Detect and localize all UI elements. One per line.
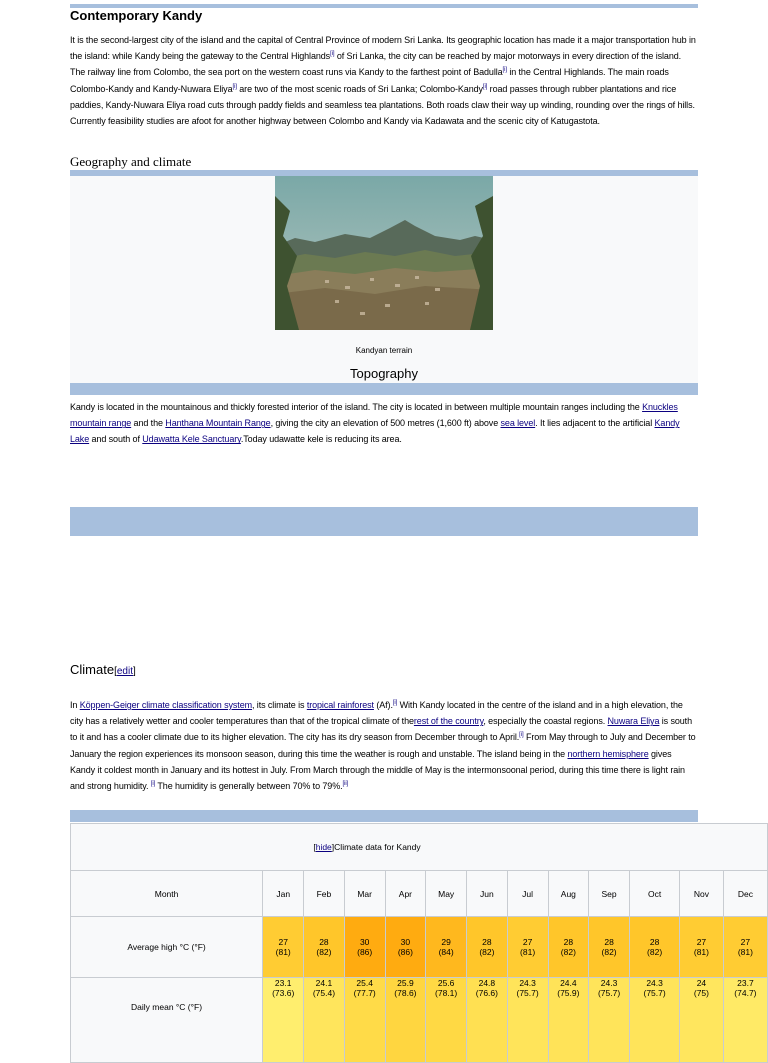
month-cell: Dec bbox=[723, 871, 767, 917]
month-cell: Jan bbox=[263, 871, 304, 917]
month-cell: Oct bbox=[630, 871, 680, 917]
climate-rule bbox=[70, 810, 698, 822]
inline-link[interactable]: Kandy Lake bbox=[70, 418, 680, 445]
avg-high-row bbox=[71, 917, 768, 978]
avg-high-cell: 30 (86) bbox=[385, 917, 425, 978]
citation-marker[interactable]: [i] bbox=[392, 700, 398, 706]
inline-link[interactable]: Udawatta Kele Sanctuary bbox=[142, 434, 241, 445]
daily-mean-cell: 24.3 (75.7) bbox=[588, 978, 629, 1063]
daily-mean-cell: 25.4 (77.7) bbox=[344, 978, 385, 1063]
daily-mean-cell: 25.9 (78.6) bbox=[385, 978, 425, 1063]
citation-marker[interactable]: [i] bbox=[150, 781, 156, 788]
daily-mean-cell: 24 (75) bbox=[680, 978, 724, 1063]
avg-high-cell: 27 (81) bbox=[507, 917, 548, 978]
month-header-row bbox=[71, 871, 768, 917]
month-cell: Mar bbox=[344, 871, 385, 917]
inline-link[interactable]: northern hemisphere bbox=[567, 748, 649, 759]
avg-high-cell: 28 (82) bbox=[548, 917, 588, 978]
climate-table bbox=[70, 823, 768, 1063]
month-cell: Jun bbox=[467, 871, 507, 917]
avg-high-cell: 27 (81) bbox=[263, 917, 304, 978]
citation-marker[interactable]: [i] bbox=[519, 732, 524, 739]
month-cell: Nov bbox=[680, 871, 724, 917]
inline-link[interactable]: Knuckles mountain range bbox=[70, 402, 678, 429]
month-cell: Feb bbox=[304, 871, 344, 917]
month-cell: May bbox=[426, 871, 467, 917]
daily-mean-cell: 24.3 (75.7) bbox=[630, 978, 680, 1063]
citation-marker[interactable]: [i] bbox=[482, 83, 488, 90]
daily-mean-cell: 24.8 (76.6) bbox=[467, 978, 507, 1063]
month-header: Month bbox=[71, 871, 263, 917]
topography-paragraph: Kandy is located in the mountainous and thickly forested interior of the island. The city is located in between multiple mountain ranges including the Knuckles mountain range and the Hanthana Mountain Range, giving the city an elevation of 500 metres (1,600 ft) above sea level. It lies adjacent to the artificial Kandy Lake and south of Udawatta Kele Sanctuary.Today udawatte kele is reducing its area. bbox=[70, 402, 680, 445]
avg-high-cell: 27 (81) bbox=[680, 917, 724, 978]
avg-high-label: Average high °C (°F) bbox=[71, 917, 263, 978]
inline-link[interactable]: Köppen-Geiger climate classification system bbox=[79, 700, 252, 710]
kandyan-terrain-image bbox=[275, 176, 493, 330]
month-cell: Apr bbox=[385, 871, 425, 917]
climate-heading-text: Climate bbox=[70, 662, 115, 677]
table-caption-text: Climate data for Kandy bbox=[334, 842, 421, 852]
inline-link[interactable]: Nuwara Eliya bbox=[607, 716, 660, 727]
inline-link[interactable]: Hanthana Mountain Range bbox=[165, 418, 271, 429]
inline-link[interactable]: sea level bbox=[500, 418, 536, 429]
avg-high-cell: 28 (82) bbox=[467, 917, 507, 978]
daily-mean-label: Daily mean °C (°F) bbox=[71, 978, 263, 1063]
edit-link-wrap: [edit] bbox=[114, 666, 136, 677]
month-cell: Aug bbox=[548, 871, 588, 917]
topography-heading: Topography bbox=[350, 366, 418, 381]
climate-paragraph: In Köppen-Geiger climate classification system, its climate is tropical rainforest (Af).[i] With Kandy located in the centre of the island and in a high elevation, the city has a relatively wetter and cooler temperatures than that of the tropical climate of therest of the country, especially the coastal regions. Nuwara Eliya is south to it and has a cooler climate due to its higher elevation. The city has its dry season from December through to April.[i] From May through to July and December to January the region experiences its monsoon season, during this time the weather is rough and unstable. The island being in the northern hemisphere gives Kandy it coldest month in January and its hottest in July. From March through the middle of May is the intermonsoonal period, during this time there is light rain and strong humidity. [i] The humidity is generally between 70% to 79%.[ii] bbox=[70, 700, 696, 792]
avg-high-cell: 29 (84) bbox=[426, 917, 467, 978]
citation-marker[interactable]: [i] bbox=[232, 83, 237, 90]
hide-toggle[interactable]: hide bbox=[315, 842, 332, 852]
image-caption: Kandyan terrain bbox=[355, 346, 413, 355]
daily-mean-cell: 24.1 (75.4) bbox=[304, 978, 344, 1063]
daily-mean-cell: 25.6 (78.1) bbox=[426, 978, 467, 1063]
citation-marker[interactable]: [i] bbox=[330, 51, 335, 58]
topography-rule bbox=[70, 383, 698, 395]
climate-heading bbox=[70, 662, 136, 677]
daily-mean-cell: 24.3 (75.7) bbox=[507, 978, 548, 1063]
inline-link[interactable]: tropical rainforest bbox=[306, 700, 374, 710]
inline-link[interactable]: rest of the country bbox=[413, 716, 484, 727]
avg-high-cell: 28 (82) bbox=[588, 917, 629, 978]
month-cell: Sep bbox=[588, 871, 629, 917]
daily-mean-cell: 24.4 (75.9) bbox=[548, 978, 588, 1063]
avg-high-cell: 27 (81) bbox=[723, 917, 767, 978]
month-cell: Jul bbox=[507, 871, 548, 917]
section-title: Contemporary Kandy bbox=[70, 8, 203, 23]
citation-marker[interactable]: [ii] bbox=[342, 781, 349, 788]
intro-paragraph: It is the second-largest city of the island and the capital of Central Province of modern Sri Lanka. Its geographic location has made it a major transportation hub in the island: while Kandy being the gateway to the Central Highlands[i] of Sri Lanka, the city can be reached by major motorways in every direction of the island. The railway line from Colombo, the sea port on the western coast runs via Kandy to the farthest point of Badulla[i] in the Central Highlands. The main roads Colombo-Kandy and Kandy-Nuwara Eliya[i] are two of the most scenic roads of Sri Lanka; Colombo-Kandy[i] road passes through rubber plantations and rice paddies, Kandy-Nuwara Eliya road cuts through paddy fields and seamless tea plantations. Both roads claw their way up winding, rounding over the rings of hills. Currently feasibility studies are afoot for another highway between Colombo and Kandy via Kadawata and the scenic city of Katugastota. bbox=[70, 35, 696, 127]
daily-mean-row bbox=[71, 978, 768, 1063]
citation-marker[interactable]: [i] bbox=[502, 67, 507, 74]
geography-heading: Geography and climate bbox=[70, 154, 192, 169]
table-caption-row bbox=[71, 824, 768, 871]
blank-band bbox=[70, 507, 698, 536]
daily-mean-cell: 23.7 (74.7) bbox=[723, 978, 767, 1063]
avg-high-cell: 28 (82) bbox=[630, 917, 680, 978]
avg-high-cell: 28 (82) bbox=[304, 917, 344, 978]
table-caption: [hide]Climate data for Kandy bbox=[71, 824, 768, 871]
edit-link[interactable]: edit bbox=[116, 666, 133, 677]
daily-mean-cell: 23.1 (73.6) bbox=[263, 978, 304, 1063]
avg-high-cell: 30 (86) bbox=[344, 917, 385, 978]
